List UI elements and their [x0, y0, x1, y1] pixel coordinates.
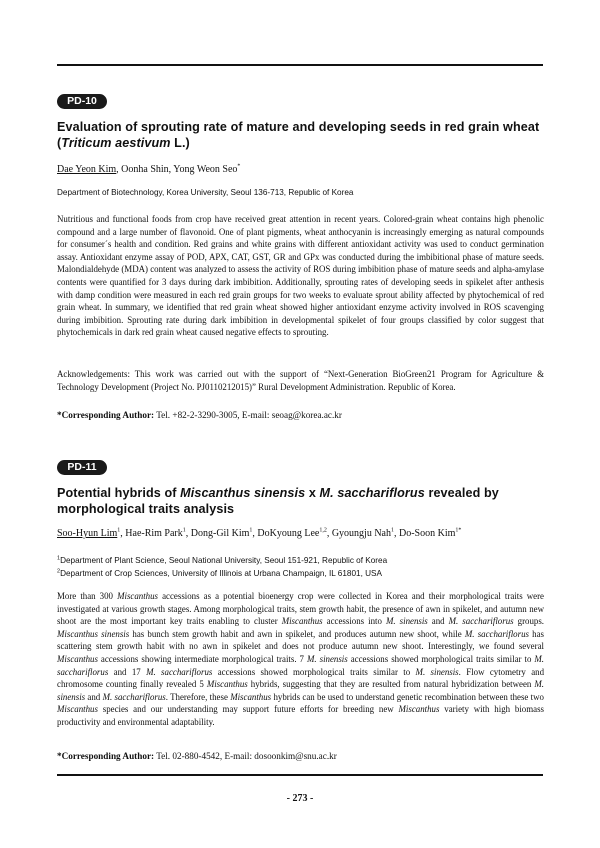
top-rule	[57, 64, 543, 66]
corresponding-author	[57, 750, 544, 762]
corresponding-author	[57, 409, 544, 421]
species-name: Miscanthus	[206, 679, 248, 690]
species-name: Miscanthus	[57, 704, 98, 715]
species-name: M. sinensis	[386, 616, 428, 627]
corresponding-label: *Corresponding Author:	[57, 410, 155, 420]
title-text: Evaluation of sprouting rate of mature and developing seeds in red grain wheat (	[57, 120, 540, 150]
species-name: M. sacchariflorus	[319, 486, 425, 500]
body-text: hybrids can be used to understand genetic recombination between these two	[271, 691, 544, 702]
corresponding-contact: Tel. 02-880-4542, E-mail: dosoonkim@snu.ac.kr	[154, 751, 337, 761]
corresponding-mark: *	[237, 163, 241, 170]
affiliation: Department of Biotechnology, Korea University, Seoul 136-713, Republic of Korea	[57, 188, 354, 197]
body-text: accessions as a potential bioenergy crop were collected in Korea and their morphological traits were investigated at various growth stages. Among morphological traits, stem growth habit, the presence of awn in spikelet, and autumn new shoot are the most important key traits enabling to cluster	[57, 591, 544, 627]
author-name: Gyoungju Nah	[331, 528, 391, 539]
body-text: accessions into	[322, 616, 386, 627]
affiliation-mark: 2	[57, 567, 61, 574]
species-name: Miscanthus	[230, 691, 272, 702]
acknowledgements: Acknowledgements: This work was carried out with the support of “Next-Generation BioGreen21 Program for Agriculture & Technology Development (Project No. PJ0110212015)” Rural Development Administration. Republic of Korea.	[57, 369, 544, 392]
bottom-rule	[57, 774, 543, 776]
body-text: accessions showing intermediate morphological traits. 7	[97, 653, 307, 664]
author-name: Dong-Gil Kim	[190, 528, 250, 539]
title-text: Potential hybrids of	[57, 486, 181, 500]
author-name: Soo-Hyun Lim	[57, 528, 118, 539]
species-name: Miscanthus sinensis	[180, 486, 306, 500]
species-name: Miscanthus	[57, 653, 98, 664]
author-affiliation-mark: 1	[249, 527, 253, 534]
body-text: . Therefore, these	[165, 691, 231, 702]
species-name: M. sacchariflorus	[448, 616, 514, 627]
author-affiliation-mark: 1	[182, 527, 186, 534]
species-name: M. sacchariflorus	[146, 666, 213, 677]
title-text: x	[305, 486, 320, 500]
abstract-body: Nutritious and functional foods from crop have received great attention in recent years. Colored-grain wheat contains high phenolic compound and a large number of flavonoid. One of plant pigments, wheat anthocyanin is increasingly emerging as natural compounds for consumer´s health and condition. Red grains and white grains with different antioxidant activity was used to conduct germination assay. Antioxidant enzyme assay of POD, APX, CAT, GST, GR and GPx was conducted during the imbibitional phase of mature seeds. Malondialdehyde (MDA) content was analyzed to assess the activity of ROS during imbibition phase of mature seeds and alpha-amylase contents were quantified for 3 days during dark imbibition. Additionally, sprouting rates of developing seeds in spikelet after anthesis with damp condition were measured in each red grain groups for two weeks to evaluate sprout ability affected by phytochemical of red grain wheat. In summary, we identified that red grain wheat showed higher antioxidant enzyme activity involved in ROS scavenging during imbibition. Sprouting rate during dark imbibition in developmental spikelet of four groups classified by color suggest that phytochemicals in dark red grain wheat caused negative effects to sprouting.	[57, 214, 544, 338]
species-name: M. sinensis	[415, 666, 459, 677]
author-affiliation-mark: 1	[391, 527, 394, 534]
species-name: M. sacchariflorus	[464, 628, 529, 639]
abstract-body	[57, 590, 544, 729]
body-text: More than 300	[57, 591, 118, 601]
author-name: Hae-Rim Park	[125, 528, 183, 539]
species-name: M. sinensis	[307, 653, 348, 664]
author-name: Do-Soon Kim	[399, 528, 456, 539]
affiliation-line	[57, 568, 547, 581]
affiliation-mark: 1	[57, 555, 61, 562]
species-name: M. sacchariflorus	[57, 653, 545, 677]
page-number: - 273 -	[286, 793, 314, 804]
abstract-badge: PD-11	[57, 460, 107, 475]
co-authors: , Oonha Shin, Yong Weon Seo	[116, 164, 238, 175]
body-text: has scattering stem growth habit with no awn in spikelet and does not produce autumn new shoot. Interestingly, we found several	[57, 628, 544, 652]
abstract-title	[57, 485, 547, 517]
body-text: groups.	[513, 616, 545, 627]
affiliation-text: Department of Plant Science, Seoul National University, Seoul 151-921, Republic of Korea	[60, 556, 388, 565]
body-text: and	[427, 616, 449, 627]
author-list: Soo-Hyun Lim$^1$, Hae-Rim Park$^1$, Dong-Gil Kim$^1$, DoKyoung Lee$^{1,2}$, Gyoungju Nah$^1$, Do-Soon Kim$^{1*}$	[57, 527, 462, 539]
affiliation-line	[57, 555, 547, 568]
body-text: variety with high biomass productivity and environmental adaptability.	[57, 704, 544, 727]
title-text: revealed by morphological traits analysis	[57, 486, 499, 516]
presenting-author: Dae Yeon Kim	[57, 164, 117, 175]
species-name: Miscanthus	[398, 704, 440, 715]
author-affiliation-mark: 1*	[455, 527, 462, 534]
corresponding-contact: Tel. +82-2-3290-3005, E-mail: seoag@korea.ac.kr	[154, 410, 342, 420]
body-text: and 17	[108, 666, 147, 677]
body-text: has bunch stem growth habit and awn in spikelet, and produces autumn new shoot, while	[129, 628, 465, 639]
abstract-title	[57, 119, 547, 151]
affiliation	[57, 555, 547, 580]
body-text: hybrids, suggesting that they are resulted from natural hybridization between	[247, 679, 535, 690]
author-affiliation-mark: 1	[117, 527, 121, 534]
species-name: M. sinensis	[57, 679, 545, 702]
body-text: . Flow cytometry and chromosome counting finally revealed 5	[57, 666, 545, 690]
species-name: Miscanthus sinensis	[57, 628, 130, 639]
species-name: Miscanthus	[281, 616, 323, 627]
body-text: accessions showed morphological traits similar to	[212, 666, 416, 677]
author-affiliation-mark: 1,2	[319, 527, 327, 534]
species-name: Triticum aestivum	[61, 136, 171, 150]
body-text: species and our understanding may support future efforts for breeding new	[97, 704, 399, 715]
title-text: L.)	[170, 136, 190, 150]
corresponding-label: *Corresponding Author:	[57, 751, 155, 761]
species-name: Miscanthus	[117, 591, 159, 601]
affiliation-text: Department of Crop Sciences, University of Illinois at Urbana Champaign, IL 61801, USA	[60, 568, 382, 578]
author-name: DoKyoung Lee	[257, 528, 320, 539]
body-text: accessions showed morphological traits similar to	[347, 653, 535, 664]
body-text: and	[85, 691, 103, 702]
abstract-badge: PD-10	[57, 94, 107, 109]
author-list	[57, 163, 547, 176]
species-name: M. sacchariflorus	[102, 691, 166, 702]
